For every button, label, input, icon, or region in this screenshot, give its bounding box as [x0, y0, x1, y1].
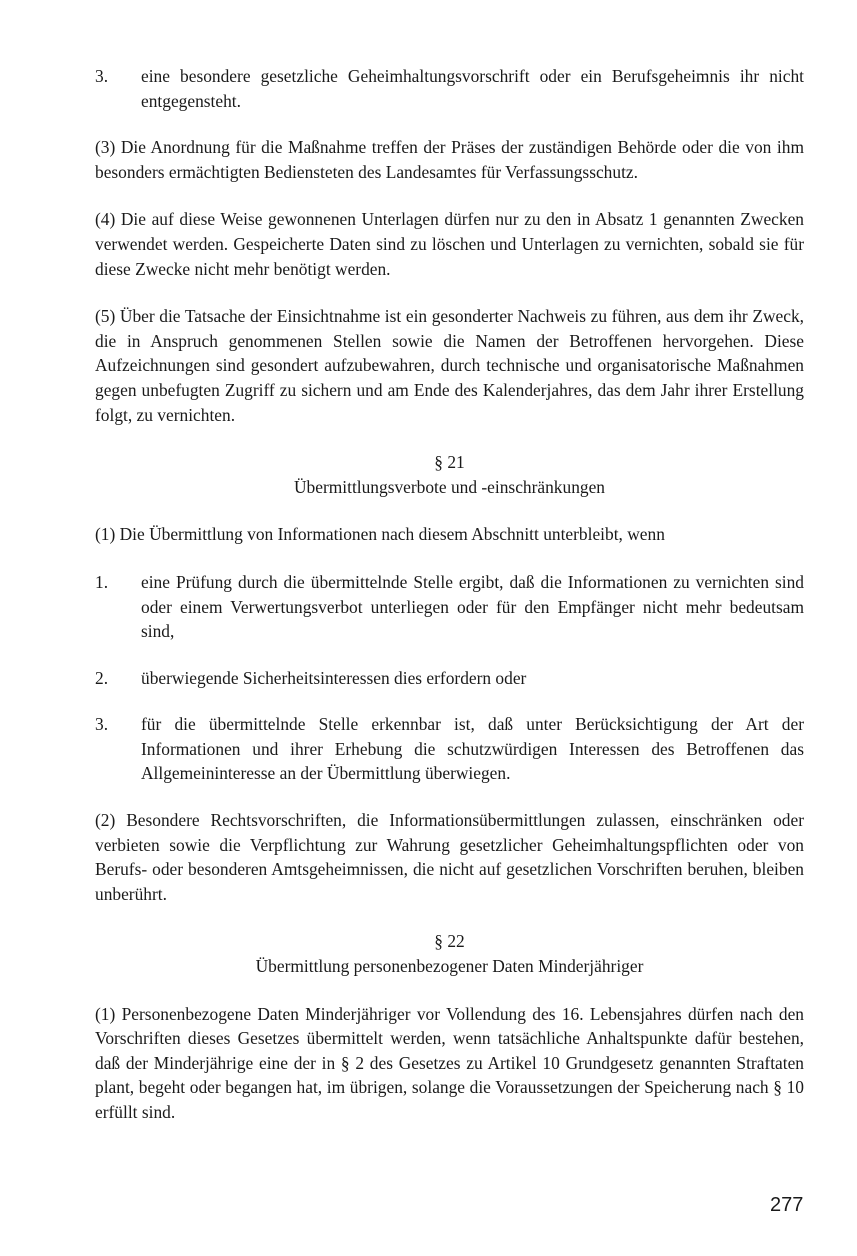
- list-item: [95, 570, 804, 644]
- section-22-paragraph-1: (1) Personenbezogene Daten Minderjähriger vor Vollendung des 16. Lebensjahres dürfen nach den Vorschriften dieses Gesetzes übermittelt werden, wenn tatsächliche Anhaltspunkte dafür bestehen, daß der Minderjährige eine der in § 2 des Gesetzes zu Artikel 10 Grundgesetz genannten Straftaten plant, begeht oder begangen hat, im übrigen, solange die Voraussetzungen der Speicherung nach § 10 erfüllt sind.: [95, 1003, 804, 1122]
- paragraph-3: (3) Die Anordnung für die Maßnahme treffen der Präses der zuständigen Behörde oder die von ihm besonders ermächtigten Bediensteten des Landesamtes für Verfassungsschutz.: [95, 137, 804, 182]
- page-content: [95, 64, 804, 1148]
- list-item-number: 2.: [95, 667, 109, 688]
- paragraph-4: (4) Die auf diese Weise gewonnenen Unterlagen dürfen nur zu den in Absatz 1 genannten Zwecken verwendet werden. Gespeicherte Daten sind zu löschen und Unterlagen zu vernichten, sobald sie für diese Zwecke nicht mehr benötigt werden.: [95, 209, 804, 279]
- list-item-number: 3.: [95, 66, 109, 86]
- section-21-paragraph-2: (2) Besondere Rechtsvorschriften, die Informationsübermittlungen zulassen, einschränken oder verbieten sowie die Verpflichtung zur Wahrung gesetzlicher Geheimhaltungspflichten oder von Berufs- oder besonderen Amtsgeheimnissen, die nicht auf gesetzlichen Vorschriften beruhen, bleiben unberührt.: [95, 810, 804, 904]
- section-title-22: Übermittlung personenbezogener Daten Minderjähriger: [255, 956, 644, 977]
- list-item: [95, 666, 804, 691]
- list-item-number: 1.: [95, 571, 109, 592]
- list-item: [95, 712, 804, 786]
- list-item-text: für die übermittelnde Stelle erkennbar ist, daß unter Berücksichtigung der Art der Informationen und ihrer Erhebung die schutzwürdigen Interessen des Betroffenen das Allgemeininteresse an der Übermittlung überwiegen.: [141, 714, 804, 784]
- section-title-21: Übermittlungsverbote und -einschränkungen: [293, 476, 606, 497]
- list-item-text: eine Prüfung durch die übermittelnde Stelle ergibt, daß die Informationen zu vernichten sind oder einem Verwertungsverbot unterliegen oder für den Empfänger nicht mehr bedeutsam sind,: [141, 571, 804, 642]
- list-item-number: 3.: [95, 714, 109, 735]
- page-number: 277: [770, 1194, 804, 1216]
- section-number-22: § 22: [434, 931, 465, 952]
- list-item-text: überwiegende Sicherheitsinteressen dies erfordern oder: [141, 667, 527, 688]
- list-item-text: eine besondere gesetzliche Geheimhaltungsvorschrift oder ein Berufsgeheimnis ihr nicht entgegensteht.: [141, 66, 804, 111]
- section-21-paragraph-1: (1) Die Übermittlung von Informationen nach diesem Abschnitt unterbleibt, wenn: [95, 524, 665, 545]
- list-item: [95, 64, 804, 113]
- paragraph-5: (5) Über die Tatsache der Einsichtnahme ist ein gesonderter Nachweis zu führen, aus dem ihr Zweck, die in Anspruch genommenen Stellen sowie die Namen der Betroffenen hervorgehen. Diese Aufzeichnungen sind gesondert aufzubewahren, durch technische und organisatorische Maßnahmen gegen unbefugten Zugriff zu sichern und am Ende des Kalenderjahres, das dem Jahr ihrer Erstellung folgt, zu vernichten.: [95, 306, 804, 425]
- section-number-21: § 21: [434, 452, 465, 473]
